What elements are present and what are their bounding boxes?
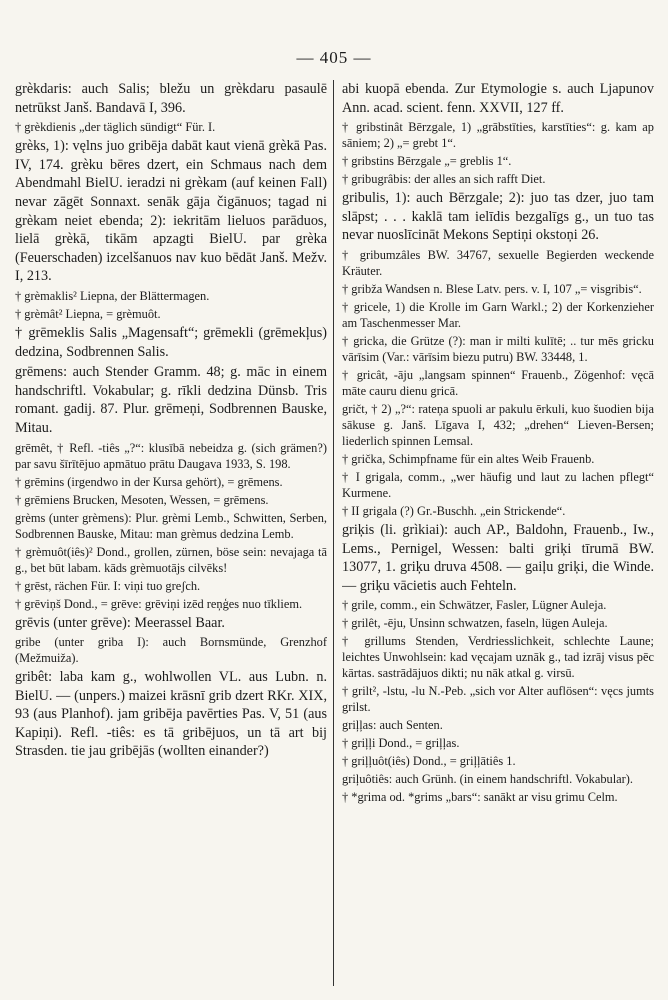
entry-grima: † *grima od. *grims „bars“: sanākt ar visu grimu Celm.	[342, 790, 618, 805]
entry-gribet: gribêt: laba kam g., wohlwollen VL. aus Lubn. n. BielU. — (unpers.) maizei krāsnī grib dzert RKr. XIX, 93 (aus Planhof). jam gribēja pavērties Pas. V, 51 (aus Kapiņi). Refl. -tiês: es tā gribējuos, un tā art bij Strasden. tie jau gribējās (wollten einander?)	[15, 669, 327, 760]
entry-grevins: † grēviņš Dond., = grēve: grēviņi izēd reņģes nuo tīkliem.	[15, 596, 303, 611]
entry-gremiens: † grēmiens Brucken, Mesoten, Wessen, = grēmens.	[15, 492, 269, 507]
entry-grillas: griļļas: auch Senten.	[342, 718, 443, 733]
right-column	[342, 80, 654, 992]
entry-gribza: † gribža Wandsen n. Blese Latv. pers. v. I, 107 „= visgribis“.	[342, 281, 642, 296]
column-divider	[333, 80, 334, 986]
entry-gremens: grēmens: auch Stender Gramm. 48; g. māc in einem handschriftl. Vokabular; g. rīkli dedzina Dünsb. Tris romant. gadij. 87. Plur. grēmeņi, Sodbrennen Bauske, Mitau.	[15, 364, 327, 436]
entry-gremeklis: † grēmeklis Salis „Magensaft“; grēmekli (grēmekļus) dedzina, Sodbrennen Salis.	[15, 324, 327, 360]
entry-gribstins: † gribstins Bērzgale „= greblis 1“.	[342, 154, 512, 169]
entry-grillums: † grillums Stenden, Verdriesslichkeit, schlechte Laune; leichtes Unwohlsein: kad vęcajam uznāk g., tad izrāj visus pēc kārtas. sastrādājuos dikti; nu nāk atkal g. virsū.	[342, 634, 654, 681]
left-column	[15, 80, 327, 992]
entry-gremins: † grēmins (irgendwo in der Kursa gehört), = grēmens.	[15, 474, 283, 489]
entry-gremaklis: † grèmaklis² Liepna, der Blättermagen.	[15, 288, 210, 303]
entry-grilli: † griļļi Dond., = griļļas.	[342, 736, 460, 751]
page-number: — 405 —	[296, 48, 372, 67]
entry-grekdienis: † grèkdienis „der täglich sündigt“ Für. I.	[15, 120, 216, 135]
entry-gricka-2: † grička, Schimpfname für ein altes Weib Frauenb.	[342, 451, 595, 466]
entry-gricat: † gricât, -āju „langsam spinnen“ Frauenb., Zögenhof: vęcā māte cauru dienu gricā.	[342, 367, 654, 398]
entry-gribumzales: † gribumzâles BW. 34767, sexuelle Begierden weckende Kräuter.	[342, 247, 654, 278]
entry-continuation: abi kuopā ebenda. Zur Etymologie s. auch Ljapunov Ann. acad. scient. fenn. XXVII, 127 ff.	[342, 81, 654, 116]
entry-gribugrabis: † gribugrâbis: der alles an sich rafft Diet.	[342, 172, 546, 187]
entry-grigala-2: † II grigala (?) Gr.-Buschh. „ein Strickende“.	[342, 503, 566, 518]
entry-grest: † grēst, rächen Für. I: viņi tuo greʃch.	[15, 578, 201, 593]
entry-griluoties: griļuôtiês: auch Grünh. (in einem handschriftl. Vokabular).	[342, 772, 633, 787]
entry-gribstinat: † gribstinât Bērzgale, 1) „grābstīties, karstīties“: g. kam ap sāniem; 2) „= grebt 1“.	[342, 120, 654, 151]
entry-gricele: † gricele, 1) die Krolle im Garn Warkl.; 2) der Korkenzieher am Taschenmesser Mar.	[342, 299, 654, 330]
entry-grilluot: † griļļuôt(iês) Dond., = griļļātiês 1.	[342, 754, 516, 769]
entry-gribulis: gribulis, 1): auch Bērzgale; 2): juo tas dzer, juo tam slāpst; . . . kaklā tam ielīdis bezgalīgs g., un tuo tas nevar nuoslīcināt Mekons Septiņi okstoņi 26.	[342, 190, 654, 244]
entry-gremat: † grèmât² Liepna, = grèmuôt.	[15, 306, 161, 321]
entry-grevis: grēvis (unter grēve): Meerassel Baar.	[15, 614, 225, 631]
entry-gribe: gribe (unter griba I): auch Bornsmünde, Grenzhof (Mežmuiža).	[15, 635, 327, 666]
entry-grilt: † grilt², -lstu, -lu N.-Peb. „sich vor Alter auflösen“: vęcs jumts grilst.	[342, 684, 654, 715]
entry-greks: grèks, 1): vęlns juo gribēja dabāt kaut vienā grèkā Pas. IV, 174. grèku bēres dzert, ein Schmaus nach dem Abendmahl BielU. ieradzi ni grèkam (auf keinen Fall) nevar zāgēt Sonnaxt. senāk gāja čigānuos; tagad ni grèkam neiet ebenda; 2): iekritām lieluos parāduos, lielā grèkā, tikām apzagti BielU. par grèka (Feuerschaden) izcelšanuos nav kuo bēdāt Janš. Mežv. I, 213.	[15, 138, 327, 285]
entry-grems: grèms (unter grèmens): Plur. grèmi Lemb., Schwitten, Serben, Sodbrennen Bauske, Mitau: man grèmus dedzina Lemb.	[15, 510, 327, 541]
entry-gricka: † gricka, die Grütze (?): man ir milti kulītē; .. tur mēs gricku vārīsim (Var.: vārīsim biezu putru) BW. 33448, 1.	[342, 333, 654, 364]
entry-gremuot: † grèmuôt(iês)² Dond., grollen, zürnen, böse sein: nevajaga tā g., bet būt labam. kāds grèmuotājs cilvēks!	[15, 544, 327, 575]
entry-grekdaris: grèkdaris: auch Salis; bležu un grèkdaru pasaulē netrūkst Janš. Bandavā I, 396.	[15, 81, 327, 116]
entry-grigala-1: † I grigala, comm., „wer häufig und laut zu lachen pflegt“ Kurmene.	[342, 469, 654, 500]
entry-grilet: † grilêt, -ēju, Unsinn schwatzen, faseln, lügen Auleja.	[342, 616, 608, 631]
entry-gremet: grēmêt, † Refl. -tiês „?“: klusībā nebeidza g. (sich grämen?) par savu šīrītējuo apmātuo prātu Daugava 1933, S. 198.	[15, 440, 327, 471]
entry-grile: † grile, comm., ein Schwätzer, Fasler, Lügner Auleja.	[342, 598, 607, 613]
entry-grikis: griķis (li. grìkiai): auch AP., Baldohn, Frauenb., Iw., Lems., Pernigel, Wessen: balti griķi tīrumā BW. 13077, 1. griķu druva 4508. — gaiļu griķi, die Winde. — griķu vācietis auch Fehteln.	[342, 521, 654, 594]
entry-grict: gričt, † 2) „?“: rateņa spuoli ar pakulu ērkuli, kuo šuodien bija sākuse g. Janš. Līgava I, 432; „drehen“ Lieven-Bersen; liederlich spinnen Lemsal.	[342, 401, 654, 448]
